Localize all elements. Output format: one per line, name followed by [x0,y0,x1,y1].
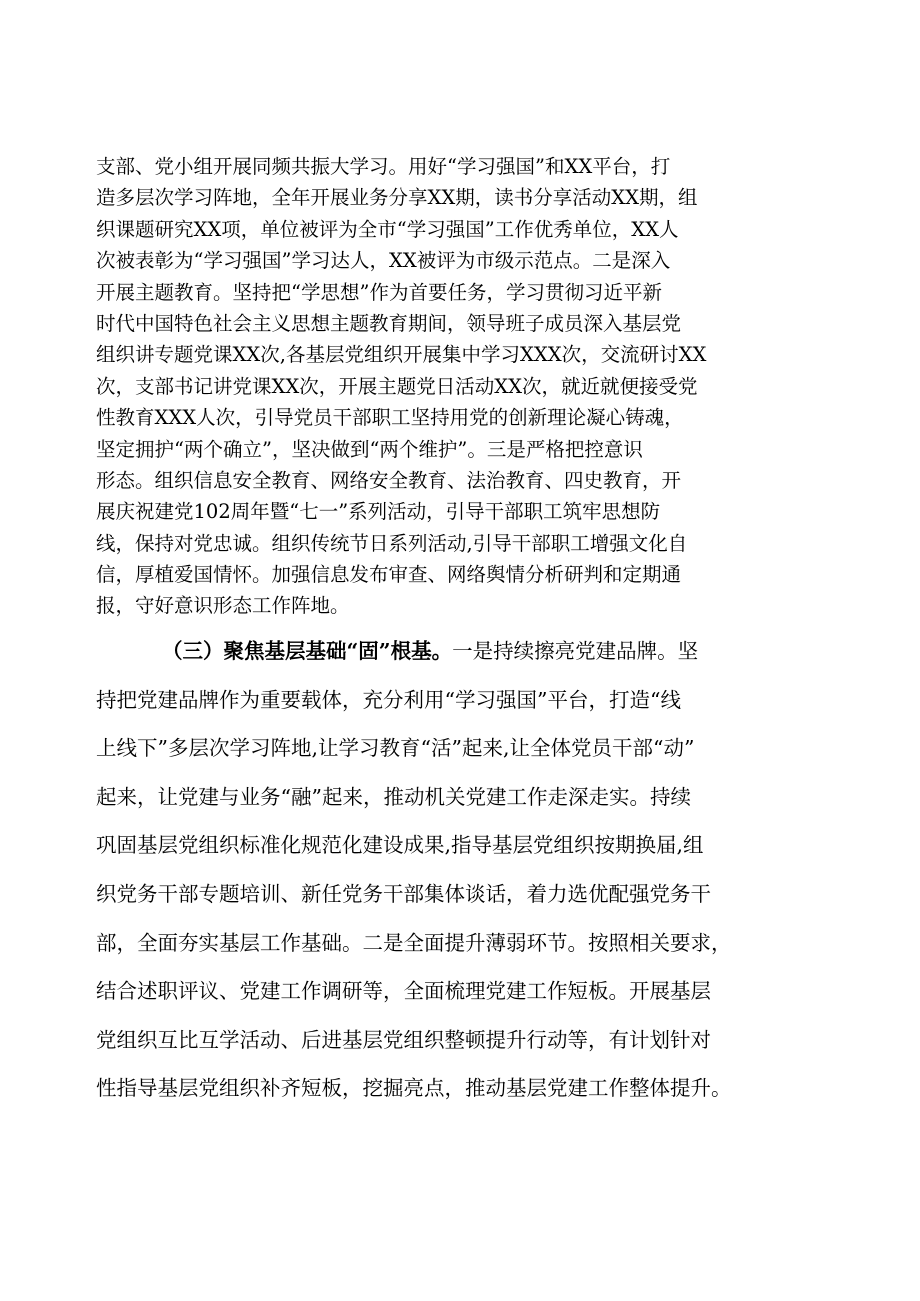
text-line: 线，保持对党忠诚。组织传统节日系列活动,引导干部职工增强文化自 [96,531,688,555]
text-line: 坚定拥护“两个确立”，坚决做到“两个维护”。三是严格把控意识 [96,437,643,461]
text-line: 上线下”多层次学习阵地,让学习教育“活”起来,让全体党员干部“动” [96,736,695,761]
text-line: 展庆祝建党102周年暨“七一”系列活动，引导干部职工筑牢思想防 [96,500,661,524]
paragraph-grassroots-section [96,627,836,1113]
text-line: 形态。组织信息安全教育、网络安全教育、法治教育、四史教育，开 [96,468,682,492]
text-line: 时代中国特色社会主义思想主题教育期间，领导班子成员深入基层党 [96,311,682,335]
text-line: 造多层次学习阵地，全年开展业务分享XX期，读书分享活动XX期，组 [96,186,698,210]
text-line: 党组织互比互学活动、后进基层党组织整顿提升行动等，有计划针对 [96,1027,711,1052]
text-line: 起来，让党建与业务“融”起来，推动机关党建工作走深走实。持续 [96,784,691,809]
section-heading: （三）聚焦基层基础“固”根基。 [162,639,453,663]
text-line: 性指导基层党组织补齐短板，挖掘亮点，推动基层党建工作整体提升。 [96,1076,732,1101]
text-line: 信，厚植爱国情怀。加强信息发布审查、网络舆情分析研判和定期通 [96,563,682,587]
text-line: 部，全面夯实基层工作基础。二是全面提升薄弱环节。按照相关要求， [96,930,732,955]
paragraph-ideology-section [96,151,836,622]
text-line: 支部、党小组开展同频共振大学习。用好“学习强国”和XX平台，打 [96,155,671,178]
text-line-first [96,627,836,676]
text-line: 结合述职评议、党建工作调研等，全面梳理党建工作短板。开展基层 [96,979,711,1004]
text-line: 开展主题教育。坚持把“学思想”作为首要任务，学习贯彻习近平新 [96,280,662,304]
text-line: 报，守好意识形态工作阵地。 [96,594,350,618]
text-line: 次被表彰为“学习强国”学习达人，XX被评为市级示范点。二是深入 [96,249,671,273]
text-line: 组织讲专题党课XX次,各基层党组织开展集中学习XXX次，交流研讨XX [96,343,707,367]
first-line-text: 一是持续擦亮党建品牌。坚 [452,639,699,663]
text-line: 持把党建品牌作为重要载体，充分利用“学习强国”平台，打造“线 [96,687,681,712]
text-line: 巩固基层党组织标准化规范化建设成果,指导基层党组织按期换届,组 [96,833,704,858]
text-line: 次，支部书记讲党课XX次，开展主题党日活动XX次，就近就便接受党 [96,374,698,398]
text-line: 性教育XXX人次，引导党员干部职工坚持用党的创新理论凝心铸魂， [96,406,684,430]
text-line: 织课题研究XX项，单位被评为全市“学习强国”工作优秀单位，XX人 [96,217,679,241]
text-line: 织党务干部专题培训、新任党务干部集体谈话，着力选优配强党务干 [96,881,711,906]
